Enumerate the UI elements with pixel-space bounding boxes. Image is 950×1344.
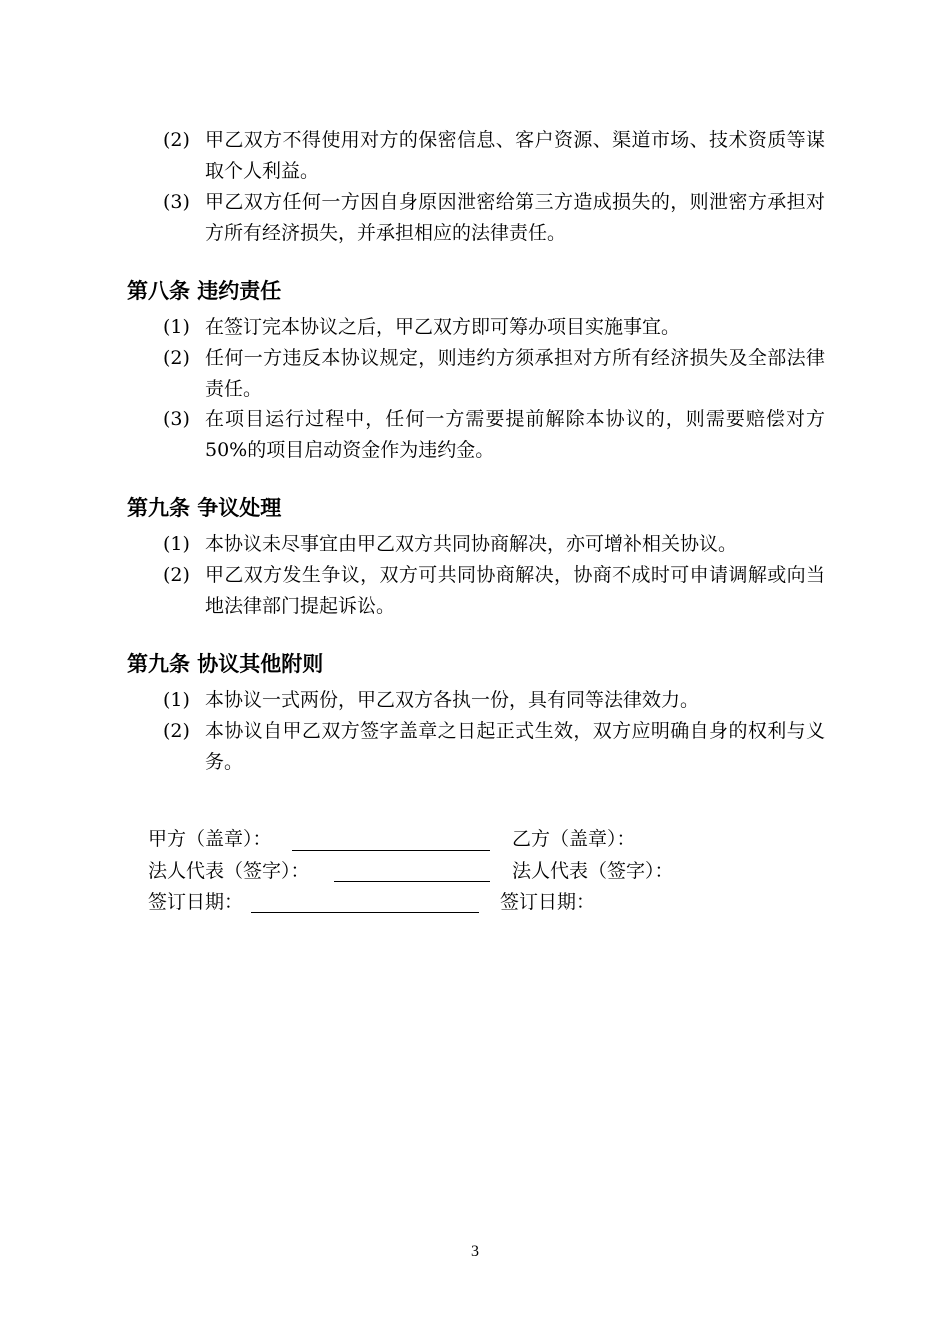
list-item xyxy=(163,312,825,343)
sign-date-b-label: 签订日期： xyxy=(500,891,596,913)
item-text: 甲乙双方不得使用对方的保密信息、客户资源、渠道市场、技术资质等谋取个人利益。 xyxy=(205,129,825,182)
list-item xyxy=(163,529,825,560)
item-number: (2) xyxy=(163,720,190,742)
party-a-seal-label: 甲方（盖章）： xyxy=(148,828,272,850)
section-heading-dispute: 第九条 争议处理 xyxy=(127,496,282,520)
legal-rep-a-label: 法人代表（签字）： xyxy=(148,860,310,882)
item-text: 甲乙双方发生争议，双方可共同协商解决，协商不成时可申请调解或向当地法律部门提起诉讼。 xyxy=(205,564,825,617)
item-number: (2) xyxy=(163,129,190,151)
item-text: 甲乙双方任何一方因自身原因泄密给第三方造成损失的，则泄密方承担对方所有经济损失，并承担相应的法律责任。 xyxy=(205,191,825,244)
item-text: 本协议一式两份，甲乙双方各执一份，具有同等法律效力。 xyxy=(205,689,700,711)
list-item xyxy=(163,685,825,716)
sign-date-a-line[interactable] xyxy=(251,912,479,913)
list-item xyxy=(163,125,825,187)
section-heading-breach: 第八条 违约责任 xyxy=(127,279,282,303)
list-item xyxy=(163,716,825,778)
list-item xyxy=(163,404,825,466)
item-number: (3) xyxy=(163,191,190,213)
item-number: (3) xyxy=(163,408,190,430)
item-text: 在项目运行过程中，任何一方需要提前解除本协议的，则需要赔偿对方 50%的项目启动资金作为违约金。 xyxy=(205,408,825,461)
item-text: 在签订完本协议之后，甲乙双方即可筹办项目实施事宜。 xyxy=(205,316,681,338)
item-number: (1) xyxy=(163,533,190,555)
item-number: (1) xyxy=(163,689,190,711)
party-b-seal-label: 乙方（盖章）： xyxy=(512,828,636,850)
legal-rep-a-line[interactable] xyxy=(334,881,490,882)
item-text: 本协议自甲乙双方签字盖章之日起正式生效，双方应明确自身的权利与义务。 xyxy=(205,720,825,773)
item-text: 任何一方违反本协议规定，则违约方须承担对方所有经济损失及全部法律责任。 xyxy=(205,347,825,400)
section-heading-misc: 第九条 协议其他附则 xyxy=(127,652,324,676)
party-a-seal-line[interactable] xyxy=(292,850,490,851)
page-number: 3 xyxy=(471,1243,479,1260)
list-item xyxy=(163,343,825,405)
item-text: 本协议未尽事宜由甲乙双方共同协商解决，亦可增补相关协议。 xyxy=(205,533,738,555)
item-number: (1) xyxy=(163,316,190,338)
list-item xyxy=(163,560,825,622)
item-number: (2) xyxy=(163,564,190,586)
item-number: (2) xyxy=(163,347,190,369)
list-item xyxy=(163,187,825,249)
sign-date-a-label: 签订日期： xyxy=(148,891,244,913)
legal-rep-b-label: 法人代表（签字）： xyxy=(512,860,674,882)
